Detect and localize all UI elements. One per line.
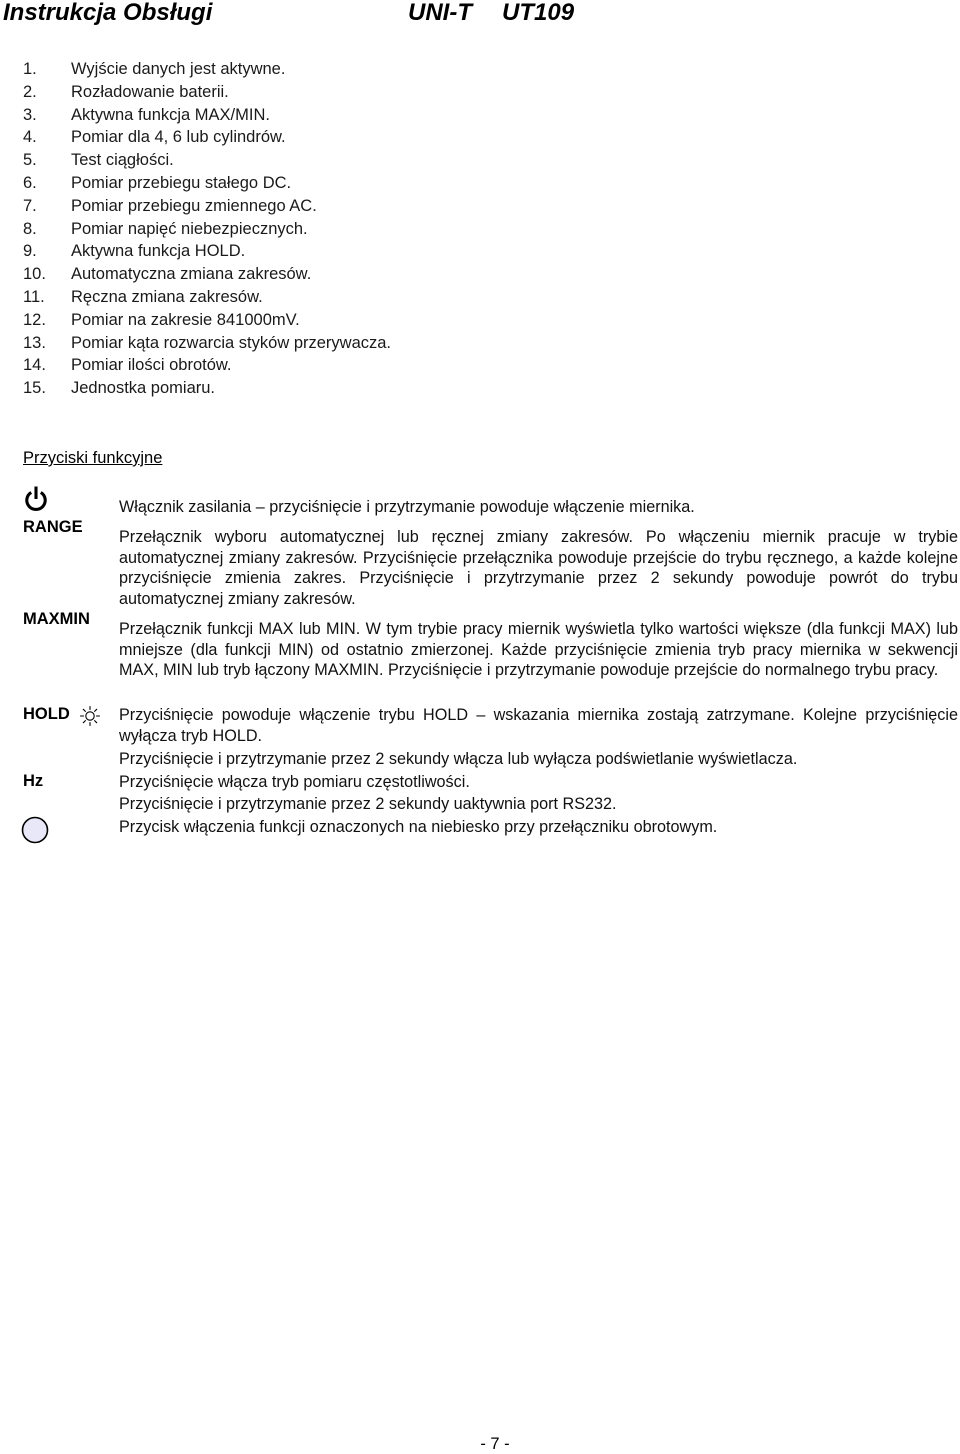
list-item-text: Pomiar przebiegu stałego DC. (71, 173, 292, 192)
hz-key-label: Hz (23, 772, 44, 790)
list-item (23, 149, 391, 172)
header-brand: UNI-T (408, 0, 472, 26)
round-button-icon (21, 815, 49, 850)
list-item-number: 14. (23, 356, 46, 375)
list-item-number: 7. (23, 196, 37, 215)
list-item-text: Pomiar dla 4, 6 lub cylindrów. (71, 128, 286, 147)
list-item (23, 126, 391, 149)
maxmin-key-label: MAXMIN (23, 610, 90, 628)
hold-description: Przyciśnięcie powoduje włączenie trybu HOLD – wskazania miernika zostają zatrzymane. Kolejne przyciśnięcie wyłącza tryb HOLD. (119, 706, 958, 745)
hz-description: Przyciśnięcie włącza tryb pomiaru częstotliwości. (119, 773, 470, 791)
page-header (0, 0, 960, 28)
list-item-number: 2. (23, 82, 37, 101)
list-item-number: 5. (23, 151, 37, 170)
range-description: Przełącznik wyboru automatycznej lub ręcznej zmiany zakresów. Po włączeniu miernik pracuje w trybie automatycznej zmiany zakresów. Przyciśnięcie przełącznika powoduje przejście do trybu ręcznego, a każde kolejne przyciśnięcie zmienia zakres. Przyciśnięcie i przytrzymanie przez 2 sekundy powoduje powrót do trybu automatycznej zmiany zakresów. (119, 528, 958, 609)
list-item-text: Wyjście danych jest aktywne. (71, 60, 286, 78)
list-item-text: Pomiar napięć niebezpiecznych. (71, 219, 308, 238)
list-item-text: Automatyczna zmiana zakresów. (71, 265, 312, 284)
list-item (23, 332, 391, 355)
list-item-number: 1. (23, 60, 37, 78)
list-item (23, 172, 391, 195)
display-legend-list (23, 58, 391, 400)
list-item-text: Jednostka pomiaru. (71, 379, 215, 398)
list-item (23, 58, 391, 81)
list-item (23, 195, 391, 218)
sun-icon (79, 705, 101, 732)
list-item-text: Rozładowanie baterii. (71, 82, 229, 101)
list-item (23, 81, 391, 104)
list-item (23, 104, 391, 127)
list-item (23, 286, 391, 309)
list-item-number: 6. (23, 173, 37, 192)
maxmin-description: Przełącznik funkcji MAX lub MIN. W tym trybie pracy miernik wyświetla tylko wartości większe (dla funkcji MAX) lub mniejsze (dla funkcji MIN) od ostatnio zmierzonej. Każde przyciśnięcie zmienia tryb pracy miernika w sekwencji MAX, MIN lub tryb łączony MAXMIN. Przyciśnięcie i przytrzymanie powoduje przejście do normalnego trybu pracy. (119, 620, 958, 680)
header-title: Instrukcja Obsługi (3, 0, 213, 26)
list-item-number: 12. (23, 310, 46, 329)
header-model: UT109 (502, 0, 575, 26)
list-item-number: 15. (23, 379, 46, 398)
range-key-label: RANGE (23, 518, 83, 536)
list-item-text: Ręczna zmiana zakresów. (71, 287, 263, 306)
list-item (23, 240, 391, 263)
power-icon (24, 485, 48, 518)
list-item-number: 10. (23, 265, 46, 284)
list-item-number: 11. (23, 287, 45, 306)
list-item-text: Pomiar na zakresie 841000mV. (71, 310, 300, 329)
hz-hold-description: Przyciśnięcie i przytrzymanie przez 2 sekundy uaktywnia port RS232. (119, 795, 617, 813)
hold-key-label: HOLD (23, 705, 70, 723)
list-item-text: Aktywna funkcja HOLD. (71, 242, 246, 261)
list-item-text: Aktywna funkcja MAX/MIN. (71, 105, 270, 124)
list-item (23, 263, 391, 286)
list-item (23, 377, 391, 400)
list-item-number: 4. (23, 128, 37, 147)
list-item (23, 309, 391, 332)
list-item-text: Pomiar ilości obrotów. (71, 356, 232, 375)
list-item (23, 218, 391, 241)
list-item-text: Pomiar przebiegu zmiennego AC. (71, 196, 317, 215)
list-item (23, 354, 391, 377)
list-item-number: 3. (23, 105, 37, 124)
list-item-number: 8. (23, 219, 37, 238)
list-item-number: 13. (23, 333, 46, 352)
list-item-number: 9. (23, 242, 37, 261)
backlight-description: Przyciśnięcie i przytrzymanie przez 2 sekundy włącza lub wyłącza podświetlanie wyświetlacza. (119, 750, 798, 768)
blue-button-description: Przycisk włączenia funkcji oznaczonych na niebiesko przy przełączniku obrotowym. (119, 818, 718, 836)
power-description: Włącznik zasilania – przyciśnięcie i przytrzymanie powoduje włączenie miernika. (119, 498, 695, 516)
section-heading: Przyciski funkcyjne (23, 449, 163, 467)
list-item-text: Test ciągłości. (71, 151, 174, 170)
list-item-text: Pomiar kąta rozwarcia styków przerywacza. (71, 333, 392, 352)
page-number: - 7 - (480, 1435, 510, 1453)
